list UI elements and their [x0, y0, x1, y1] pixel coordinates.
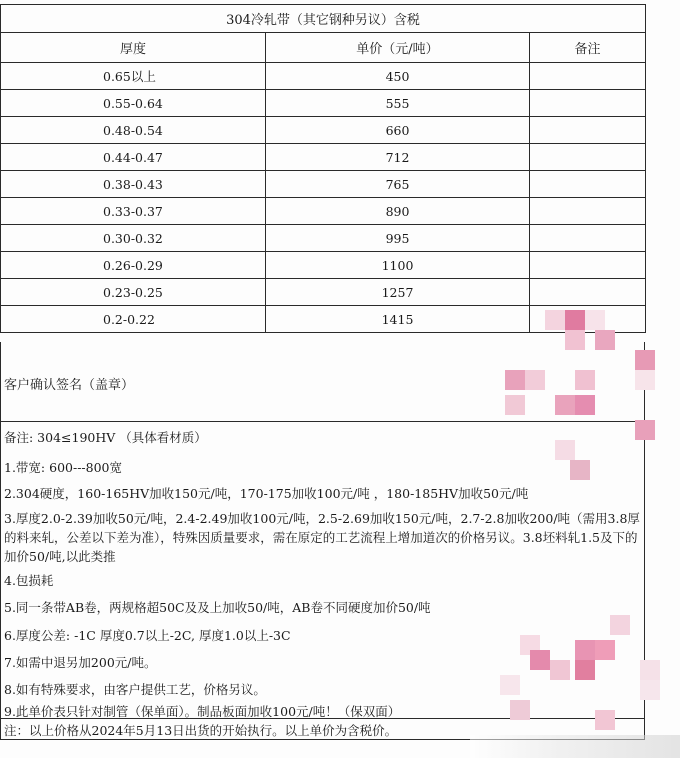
- note-9: 9.此单价表只针对制管（保单面）。制品板面加收100元/吨！（保双面）: [4, 704, 401, 719]
- header-thickness: 厚度: [1, 33, 266, 63]
- table-title: 304冷轧带（其它钢种另议）含税: [1, 5, 646, 33]
- remark-cell: [530, 90, 646, 117]
- note-2: 2.304硬度，160-165HV加收150元/吨，170-175加收100元/吨 ，180-185HV加收50元/吨: [4, 486, 529, 501]
- note-4: 4.包损耗: [4, 573, 54, 588]
- price-cell: 712: [266, 144, 530, 171]
- note-5: 5.同一条带AB卷，两规格超50C及及上加收50/吨，AB卷不同硬度加价50/吨: [4, 600, 431, 615]
- table-row: [1, 279, 646, 306]
- thickness-cell: 0.33-0.37: [1, 198, 266, 225]
- remark-cell: [530, 252, 646, 279]
- thickness-cell: 0.65以上: [1, 63, 266, 90]
- thickness-cell: 0.2-0.22: [1, 306, 266, 333]
- remark-cell: [530, 144, 646, 171]
- thickness-cell: 0.55-0.64: [1, 90, 266, 117]
- note-1: 1.带宽: 600---800宽: [4, 460, 122, 475]
- thickness-cell: 0.26-0.29: [1, 252, 266, 279]
- table-row: [1, 144, 646, 171]
- table-row: [1, 198, 646, 225]
- price-cell: 450: [266, 63, 530, 90]
- remark-cell: [530, 117, 646, 144]
- price-cell: 1100: [266, 252, 530, 279]
- header-price: 单价（元/吨）: [266, 33, 530, 63]
- thickness-cell: 0.23-0.25: [1, 279, 266, 306]
- thickness-cell: 0.44-0.47: [1, 144, 266, 171]
- footer-note: 注：以上价格从2024年5月13日出货的开始执行。以上单价为含税价。: [4, 723, 398, 738]
- table-row: [1, 63, 646, 90]
- note-6: 6.厚度公差: -1C 厚度0.7以上-2C, 厚度1.0以上-3C: [4, 628, 291, 643]
- customer-signature-label: 客户确认签名（盖章）: [4, 378, 135, 393]
- price-table: [0, 4, 646, 333]
- remark-cell: [530, 225, 646, 252]
- table-row: [1, 252, 646, 279]
- price-cell: 890: [266, 198, 530, 225]
- table-row: [1, 171, 646, 198]
- remark-cell: [530, 198, 646, 225]
- obscured-seal-mosaic: [505, 310, 665, 480]
- note-8: 8.如有特殊要求，由客户提供工艺，价格另议。: [4, 682, 266, 697]
- note-3: 3.厚度2.0-2.39加收50元/吨，2.4-2.49加收100元/吨，2.5-2.69加收150元/吨，2.7-2.8加收200/吨（需用3.8厚的料来轧，公差以下差为准），特殊因质量要求，需在原定的工艺流程上增加道次的价格另议。3.8坯料轧1.5及下的加价50/吨,以此类推: [4, 511, 640, 564]
- scan-shadow: [470, 735, 680, 758]
- table-row: [1, 117, 646, 144]
- price-cell: 765: [266, 171, 530, 198]
- remark-cell: [530, 63, 646, 90]
- thickness-cell: 0.30-0.32: [1, 225, 266, 252]
- price-cell: 660: [266, 117, 530, 144]
- table-header-row: [1, 33, 646, 63]
- header-remark: 备注: [530, 33, 646, 63]
- obscured-seal-mosaic: [500, 615, 675, 750]
- price-cell: 1415: [266, 306, 530, 333]
- thickness-cell: 0.38-0.43: [1, 171, 266, 198]
- remark-cell: [530, 279, 646, 306]
- table-row: [1, 90, 646, 117]
- price-cell: 995: [266, 225, 530, 252]
- thickness-cell: 0.48-0.54: [1, 117, 266, 144]
- table-title-row: [1, 5, 646, 33]
- table-row: [1, 225, 646, 252]
- note-7: 7.如需中退另加200元/吨。: [4, 655, 157, 670]
- price-cell: 555: [266, 90, 530, 117]
- remark-header: 备注: 304≤190HV （具体看材质）: [4, 430, 207, 445]
- remark-cell: [530, 171, 646, 198]
- price-cell: 1257: [266, 279, 530, 306]
